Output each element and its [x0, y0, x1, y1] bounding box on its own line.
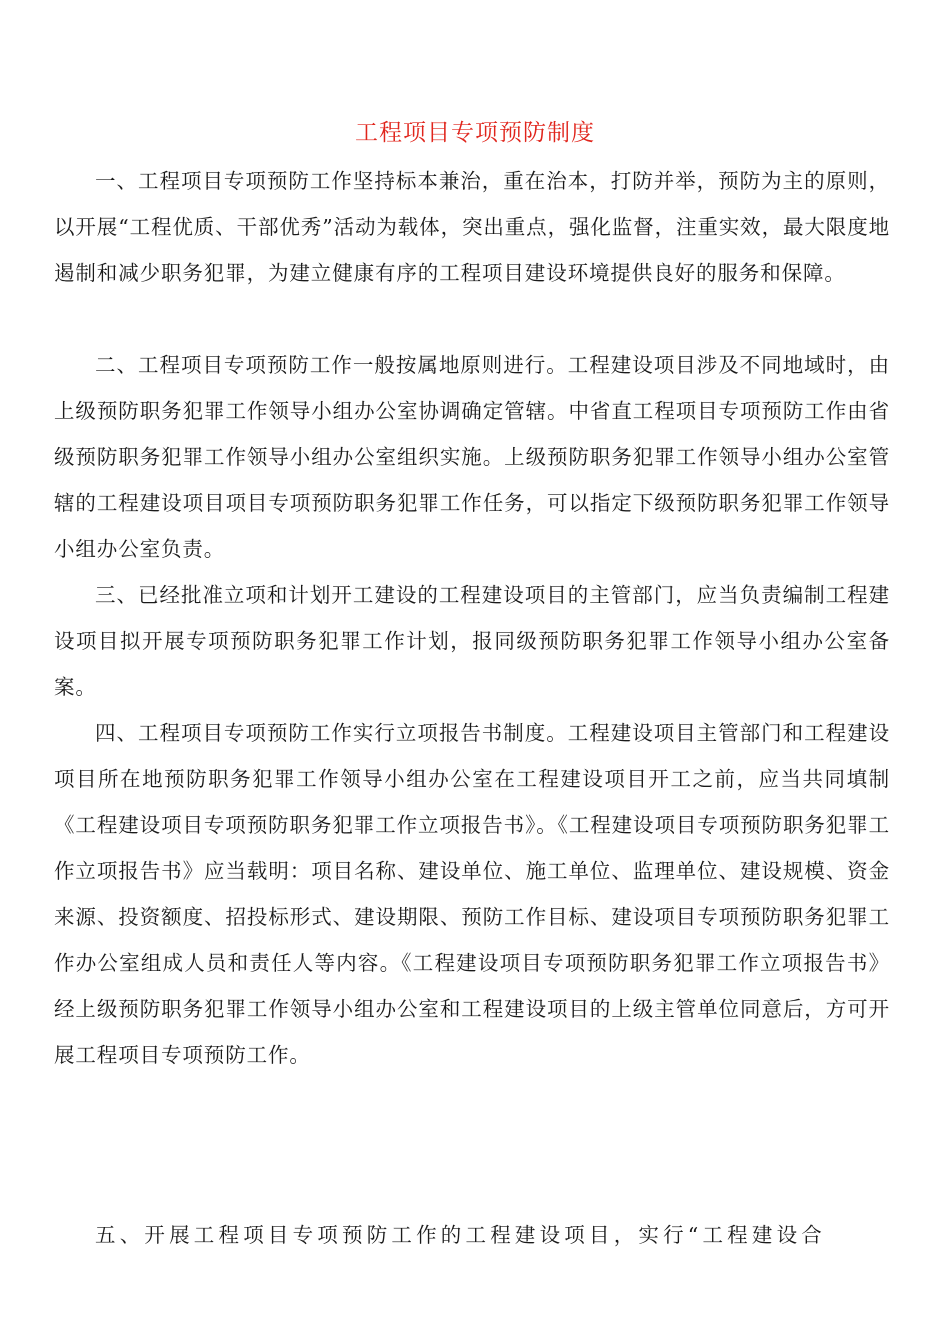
document-title: 工程项目专项预防制度 [355, 120, 595, 146]
paragraph-2: 二、工程项目专项预防工作一般按属地原则进行。工程建设项目涉及不同地域时，由上级预防职务犯罪工作领导小组办公室协调确定管辖。中省直工程项目专项预防工作由省级预防职务犯罪工作领导小组办公室组织实施。上级预防职务犯罪工作领导小组办公室管辖的工程建设项目项目专项预防职务犯罪工作任务，可以指定下级预防职务犯罪工作领导小组办公室负责。 [54, 353, 890, 561]
paragraph-5: 五、开展工程项目专项预防工作的工程建设项目，实行“工程建设合 [95, 1223, 826, 1247]
paragraph-4: 四、工程项目专项预防工作实行立项报告书制度。工程建设项目主管部门和工程建设项目所在地预防职务犯罪工作领导小组办公室在工程建设项目开工之前，应当共同填制《工程建设项目专项预防职务犯罪工作立项报告书》。《工程建设项目专项预防职务犯罪工作立项报告书》应当载明：项目名称、建设单位、施工单位、监理单位、建设规模、资金来源、投资额度、招投标形式、建设期限、预防工作目标、建设项目专项预防职务犯罪工作办公室组成人员和责任人等内容。《工程建设项目专项预防职务犯罪工作立项报告书》经上级预防职务犯罪工作领导小组办公室和工程建设项目的上级主管单位同意后，方可开展工程项目专项预防工作。 [54, 721, 890, 1067]
paragraph-1: 一、工程项目专项预防工作坚持标本兼治，重在治本，打防并举，预防为主的原则，以开展“工程优质、干部优秀”活动为载体，突出重点，强化监督，注重实效，最大限度地遏制和减少职务犯罪，为建立健康有序的工程项目建设环境提供良好的服务和保障。 [54, 169, 890, 285]
paragraph-3: 三、已经批准立项和计划开工建设的工程建设项目的主管部门，应当负责编制工程建设项目拟开展专项预防职务犯罪工作计划，报同级预防职务犯罪工作领导小组办公室备案。 [54, 583, 890, 699]
